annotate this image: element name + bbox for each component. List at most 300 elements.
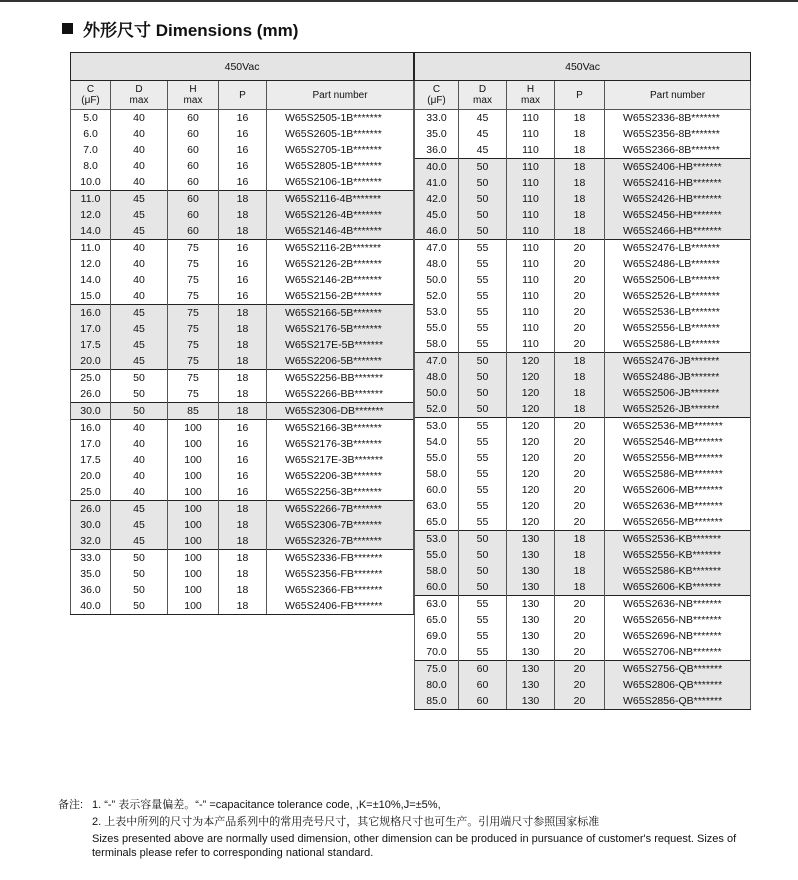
- cell-part-number: W65S2256-3B*******: [267, 484, 414, 501]
- cell-height: 100: [168, 582, 219, 598]
- table-row: [415, 693, 751, 710]
- table-row: [71, 174, 414, 191]
- dimensions-table-left: [70, 52, 414, 615]
- cell-part-number: W65S2586-KB*******: [605, 563, 751, 579]
- cell-part-number: W65S217E-3B*******: [267, 452, 414, 468]
- cell-part-number: W65S2705-1B*******: [267, 142, 414, 158]
- cell-part-number: W65S2605-1B*******: [267, 126, 414, 142]
- cell-pitch: 16: [219, 436, 267, 452]
- cell-pitch: 18: [219, 191, 267, 208]
- cell-diameter: 45: [111, 501, 168, 518]
- table-row: [415, 661, 751, 678]
- table-row: [71, 582, 414, 598]
- cell-pitch: 20: [555, 450, 605, 466]
- cell-capacitance: 6.0: [71, 126, 111, 142]
- col-part-number: Part number: [605, 81, 751, 110]
- table-row: [71, 223, 414, 240]
- cell-height: 130: [507, 644, 555, 661]
- cell-part-number: W65S2756-QB*******: [605, 661, 751, 678]
- cell-part-number: W65S2156-2B*******: [267, 288, 414, 305]
- cell-height: 120: [507, 434, 555, 450]
- cell-capacitance: 20.0: [71, 353, 111, 370]
- cell-capacitance: 8.0: [71, 158, 111, 174]
- cell-capacitance: 65.0: [415, 612, 459, 628]
- cell-part-number: W65S2106-1B*******: [267, 174, 414, 191]
- cell-diameter: 50: [111, 370, 168, 387]
- table-row: [415, 677, 751, 693]
- cell-height: 120: [507, 385, 555, 401]
- cell-diameter: 50: [459, 175, 507, 191]
- cell-capacitance: 35.0: [415, 126, 459, 142]
- cell-capacitance: 15.0: [71, 288, 111, 305]
- cell-diameter: 40: [111, 158, 168, 174]
- cell-diameter: 40: [111, 420, 168, 437]
- cell-part-number: W65S2146-2B*******: [267, 272, 414, 288]
- cell-pitch: 18: [219, 353, 267, 370]
- cell-height: 100: [168, 436, 219, 452]
- cell-pitch: 20: [555, 628, 605, 644]
- cell-capacitance: 14.0: [71, 272, 111, 288]
- cell-part-number: W65S2506-LB*******: [605, 272, 751, 288]
- cell-diameter: 55: [459, 320, 507, 336]
- cell-height: 75: [168, 337, 219, 353]
- cell-capacitance: 60.0: [415, 482, 459, 498]
- cell-height: 75: [168, 240, 219, 257]
- notes-label: 备注:: [58, 799, 84, 811]
- cell-diameter: 45: [111, 305, 168, 322]
- cell-diameter: 40: [111, 288, 168, 305]
- cell-capacitance: 36.0: [71, 582, 111, 598]
- cell-capacitance: 70.0: [415, 644, 459, 661]
- cell-pitch: 18: [555, 531, 605, 548]
- cell-height: 110: [507, 256, 555, 272]
- cell-height: 110: [507, 272, 555, 288]
- cell-part-number: W65S2636-MB*******: [605, 498, 751, 514]
- cell-capacitance: 42.0: [415, 191, 459, 207]
- cell-part-number: W65S2206-3B*******: [267, 468, 414, 484]
- cell-part-number: W65S2656-MB*******: [605, 514, 751, 531]
- cell-height: 100: [168, 566, 219, 582]
- table-row: [71, 126, 414, 142]
- cell-pitch: 18: [219, 501, 267, 518]
- cell-capacitance: 26.0: [71, 501, 111, 518]
- col-height: H max: [168, 81, 219, 110]
- cell-capacitance: 80.0: [415, 677, 459, 693]
- cell-height: 75: [168, 272, 219, 288]
- cell-diameter: 55: [459, 612, 507, 628]
- cell-diameter: 55: [459, 336, 507, 353]
- cell-height: 100: [168, 517, 219, 533]
- cell-pitch: 18: [219, 386, 267, 403]
- cell-capacitance: 50.0: [415, 272, 459, 288]
- cell-capacitance: 5.0: [71, 110, 111, 127]
- table-row: [415, 596, 751, 613]
- cell-height: 120: [507, 418, 555, 435]
- cell-part-number: W65S2806-QB*******: [605, 677, 751, 693]
- cell-capacitance: 69.0: [415, 628, 459, 644]
- table-row: [415, 547, 751, 563]
- table-row: [415, 240, 751, 257]
- table-row: [71, 484, 414, 501]
- col-part-number: Part number: [267, 81, 414, 110]
- cell-pitch: 18: [219, 403, 267, 420]
- notes: [58, 797, 758, 860]
- cell-part-number: W65S2536-LB*******: [605, 304, 751, 320]
- table-row: [71, 288, 414, 305]
- cell-capacitance: 12.0: [71, 256, 111, 272]
- cell-height: 120: [507, 401, 555, 418]
- table-row: [415, 466, 751, 482]
- table-row: [415, 369, 751, 385]
- cell-capacitance: 53.0: [415, 531, 459, 548]
- table-row: [415, 418, 751, 435]
- cell-pitch: 20: [555, 661, 605, 678]
- cell-capacitance: 41.0: [415, 175, 459, 191]
- cell-height: 60: [168, 110, 219, 127]
- cell-diameter: 40: [111, 468, 168, 484]
- table-row: [71, 370, 414, 387]
- cell-part-number: W65S2656-NB*******: [605, 612, 751, 628]
- table-row: [71, 452, 414, 468]
- cell-part-number: W65S2536-KB*******: [605, 531, 751, 548]
- cell-pitch: 18: [219, 598, 267, 615]
- cell-pitch: 20: [555, 434, 605, 450]
- cell-height: 110: [507, 223, 555, 240]
- cell-capacitance: 40.0: [415, 159, 459, 176]
- cell-capacitance: 25.0: [71, 370, 111, 387]
- cell-diameter: 40: [111, 436, 168, 452]
- cell-diameter: 45: [459, 126, 507, 142]
- cell-pitch: 20: [555, 498, 605, 514]
- cell-height: 100: [168, 468, 219, 484]
- cell-pitch: 18: [555, 207, 605, 223]
- cell-height: 120: [507, 514, 555, 531]
- cell-height: 100: [168, 501, 219, 518]
- cell-pitch: 20: [555, 612, 605, 628]
- cell-part-number: W65S2176-5B*******: [267, 321, 414, 337]
- note-3: Sizes presented above are normally used dimension, other dimension can be produced in pursuance of customer's request. Sizes of terminals please refer to corresponding national standard.: [92, 833, 737, 859]
- cell-pitch: 20: [555, 482, 605, 498]
- col-pitch: P: [555, 81, 605, 110]
- table-body: [71, 110, 414, 615]
- cell-capacitance: 65.0: [415, 514, 459, 531]
- cell-pitch: 20: [555, 304, 605, 320]
- cell-pitch: 20: [555, 272, 605, 288]
- cell-capacitance: 14.0: [71, 223, 111, 240]
- table-row: [415, 531, 751, 548]
- cell-height: 75: [168, 321, 219, 337]
- cell-diameter: 45: [111, 321, 168, 337]
- cell-part-number: W65S2505-1B*******: [267, 110, 414, 127]
- table-row: [71, 468, 414, 484]
- cell-pitch: 18: [219, 370, 267, 387]
- cell-pitch: 20: [555, 596, 605, 613]
- cell-height: 130: [507, 661, 555, 678]
- cell-pitch: 20: [555, 240, 605, 257]
- cell-height: 60: [168, 207, 219, 223]
- cell-diameter: 40: [111, 452, 168, 468]
- cell-capacitance: 36.0: [415, 142, 459, 159]
- cell-pitch: 16: [219, 240, 267, 257]
- cell-diameter: 45: [111, 223, 168, 240]
- cell-height: 60: [168, 142, 219, 158]
- cell-pitch: 16: [219, 158, 267, 174]
- cell-part-number: W65S2805-1B*******: [267, 158, 414, 174]
- cell-height: 110: [507, 240, 555, 257]
- cell-pitch: 20: [555, 320, 605, 336]
- cell-height: 75: [168, 370, 219, 387]
- cell-part-number: W65S2176-3B*******: [267, 436, 414, 452]
- cell-height: 60: [168, 223, 219, 240]
- cell-height: 120: [507, 482, 555, 498]
- cell-diameter: 45: [111, 533, 168, 550]
- cell-capacitance: 55.0: [415, 547, 459, 563]
- cell-diameter: 45: [459, 110, 507, 127]
- cell-diameter: 40: [111, 484, 168, 501]
- cell-height: 100: [168, 550, 219, 567]
- cell-height: 110: [507, 304, 555, 320]
- cell-part-number: W65S2166-3B*******: [267, 420, 414, 437]
- cell-capacitance: 20.0: [71, 468, 111, 484]
- cell-height: 130: [507, 579, 555, 596]
- cell-capacitance: 7.0: [71, 142, 111, 158]
- col-capacitance: C (μF): [71, 81, 111, 110]
- table-row: [71, 386, 414, 403]
- table-row: [71, 420, 414, 437]
- cell-diameter: 45: [111, 207, 168, 223]
- cell-diameter: 40: [111, 110, 168, 127]
- cell-height: 60: [168, 158, 219, 174]
- table-row: [415, 142, 751, 159]
- cell-capacitance: 46.0: [415, 223, 459, 240]
- cell-diameter: 50: [111, 598, 168, 615]
- cell-pitch: 18: [219, 533, 267, 550]
- cell-part-number: W65S2366-FB*******: [267, 582, 414, 598]
- table-row: [71, 598, 414, 615]
- cell-capacitance: 58.0: [415, 563, 459, 579]
- cell-capacitance: 75.0: [415, 661, 459, 678]
- cell-height: 110: [507, 110, 555, 127]
- cell-part-number: W65S2166-5B*******: [267, 305, 414, 322]
- cell-part-number: W65S2556-KB*******: [605, 547, 751, 563]
- table-row: [71, 142, 414, 158]
- table-row: [71, 517, 414, 533]
- cell-capacitance: 17.5: [71, 337, 111, 353]
- cell-capacitance: 30.0: [71, 517, 111, 533]
- cell-pitch: 18: [555, 353, 605, 370]
- cell-capacitance: 25.0: [71, 484, 111, 501]
- cell-capacitance: 16.0: [71, 305, 111, 322]
- cell-diameter: 40: [111, 174, 168, 191]
- cell-part-number: W65S2116-4B*******: [267, 191, 414, 208]
- cell-capacitance: 16.0: [71, 420, 111, 437]
- cell-diameter: 45: [459, 142, 507, 159]
- cell-part-number: W65S2606-MB*******: [605, 482, 751, 498]
- voltage-header: 450Vac: [71, 53, 414, 81]
- cell-pitch: 20: [555, 644, 605, 661]
- table-row: [415, 159, 751, 176]
- table-row: [415, 628, 751, 644]
- cell-pitch: 20: [555, 693, 605, 710]
- table-row: [415, 353, 751, 370]
- cell-height: 120: [507, 450, 555, 466]
- cell-height: 75: [168, 386, 219, 403]
- col-diameter: D max: [459, 81, 507, 110]
- cell-part-number: W65S2606-KB*******: [605, 579, 751, 596]
- cell-part-number: W65S2696-NB*******: [605, 628, 751, 644]
- cell-capacitance: 58.0: [415, 466, 459, 482]
- cell-part-number: W65S2326-7B*******: [267, 533, 414, 550]
- cell-part-number: W65S2206-5B*******: [267, 353, 414, 370]
- cell-diameter: 55: [459, 498, 507, 514]
- table-row: [71, 191, 414, 208]
- cell-diameter: 45: [111, 337, 168, 353]
- cell-height: 110: [507, 320, 555, 336]
- table-row: [71, 305, 414, 322]
- table-row: [71, 240, 414, 257]
- cell-part-number: W65S2486-JB*******: [605, 369, 751, 385]
- cell-capacitance: 53.0: [415, 418, 459, 435]
- cell-diameter: 55: [459, 304, 507, 320]
- table-row: [415, 644, 751, 661]
- table-row: [415, 385, 751, 401]
- table-row: [415, 304, 751, 320]
- cell-diameter: 50: [459, 223, 507, 240]
- cell-capacitance: 85.0: [415, 693, 459, 710]
- table-row: [415, 110, 751, 127]
- top-rule: [0, 0, 798, 2]
- cell-height: 120: [507, 498, 555, 514]
- col-pitch: P: [219, 81, 267, 110]
- cell-pitch: 18: [555, 579, 605, 596]
- cell-pitch: 18: [555, 126, 605, 142]
- cell-capacitance: 17.0: [71, 321, 111, 337]
- cell-capacitance: 52.0: [415, 288, 459, 304]
- cell-pitch: 16: [219, 110, 267, 127]
- table-row: [415, 288, 751, 304]
- cell-height: 85: [168, 403, 219, 420]
- cell-height: 110: [507, 207, 555, 223]
- cell-capacitance: 54.0: [415, 434, 459, 450]
- cell-pitch: 18: [555, 401, 605, 418]
- cell-pitch: 18: [219, 517, 267, 533]
- table-row: [415, 563, 751, 579]
- cell-part-number: W65S2506-JB*******: [605, 385, 751, 401]
- table-row: [415, 272, 751, 288]
- cell-part-number: W65S2116-2B*******: [267, 240, 414, 257]
- cell-part-number: W65S2456-HB*******: [605, 207, 751, 223]
- cell-height: 130: [507, 563, 555, 579]
- table-row: [415, 498, 751, 514]
- note-2: 2. 上表中所列的尺寸为本产品系列中的常用壳号尺寸，其它规格尺寸也可生产。引用端尺寸参照国家标准: [92, 816, 600, 828]
- table-row: [415, 320, 751, 336]
- note-1: 1. “-” 表示容量偏差。“-” =capacitance tolerance code, ,K=±10%,J=±5%,: [92, 799, 441, 811]
- cell-diameter: 55: [459, 482, 507, 498]
- cell-height: 130: [507, 677, 555, 693]
- cell-diameter: 50: [459, 579, 507, 596]
- cell-pitch: 20: [555, 336, 605, 353]
- cell-diameter: 50: [459, 563, 507, 579]
- cell-diameter: 60: [459, 661, 507, 678]
- cell-diameter: 50: [111, 566, 168, 582]
- cell-diameter: 40: [111, 142, 168, 158]
- cell-part-number: W65S2476-LB*******: [605, 240, 751, 257]
- cell-capacitance: 50.0: [415, 385, 459, 401]
- cell-height: 60: [168, 174, 219, 191]
- table-row: [415, 223, 751, 240]
- cell-diameter: 50: [459, 353, 507, 370]
- cell-diameter: 50: [111, 386, 168, 403]
- cell-diameter: 60: [459, 693, 507, 710]
- cell-diameter: 45: [111, 517, 168, 533]
- table-row: [71, 436, 414, 452]
- cell-height: 130: [507, 693, 555, 710]
- cell-pitch: 18: [219, 321, 267, 337]
- cell-height: 130: [507, 596, 555, 613]
- table-row: [415, 450, 751, 466]
- cell-diameter: 55: [459, 514, 507, 531]
- cell-pitch: 16: [219, 288, 267, 305]
- table-body: [415, 110, 751, 710]
- cell-height: 120: [507, 466, 555, 482]
- cell-pitch: 18: [219, 566, 267, 582]
- cell-part-number: W65S2406-FB*******: [267, 598, 414, 615]
- cell-part-number: W65S2406-HB*******: [605, 159, 751, 176]
- cell-height: 75: [168, 256, 219, 272]
- cell-capacitance: 63.0: [415, 596, 459, 613]
- table-row: [415, 191, 751, 207]
- cell-capacitance: 17.5: [71, 452, 111, 468]
- table-row: [415, 434, 751, 450]
- table-row: [71, 207, 414, 223]
- cell-capacitance: 47.0: [415, 240, 459, 257]
- cell-part-number: W65S2536-MB*******: [605, 418, 751, 435]
- cell-capacitance: 33.0: [415, 110, 459, 127]
- cell-part-number: W65S2356-8B*******: [605, 126, 751, 142]
- cell-pitch: 16: [219, 452, 267, 468]
- cell-diameter: 40: [111, 240, 168, 257]
- cell-pitch: 18: [219, 223, 267, 240]
- cell-pitch: 18: [555, 159, 605, 176]
- cell-height: 130: [507, 628, 555, 644]
- cell-capacitance: 45.0: [415, 207, 459, 223]
- cell-capacitance: 40.0: [71, 598, 111, 615]
- cell-capacitance: 48.0: [415, 256, 459, 272]
- cell-diameter: 40: [111, 272, 168, 288]
- cell-capacitance: 58.0: [415, 336, 459, 353]
- table-row: [415, 207, 751, 223]
- cell-diameter: 50: [459, 191, 507, 207]
- cell-capacitance: 10.0: [71, 174, 111, 191]
- cell-part-number: W65S2556-LB*******: [605, 320, 751, 336]
- cell-pitch: 16: [219, 256, 267, 272]
- cell-diameter: 45: [111, 191, 168, 208]
- cell-part-number: W65S2586-LB*******: [605, 336, 751, 353]
- cell-pitch: 16: [219, 468, 267, 484]
- cell-part-number: W65S2476-JB*******: [605, 353, 751, 370]
- cell-diameter: 50: [111, 582, 168, 598]
- cell-diameter: 40: [111, 126, 168, 142]
- cell-height: 110: [507, 142, 555, 159]
- cell-pitch: 18: [555, 223, 605, 240]
- cell-pitch: 18: [555, 142, 605, 159]
- cell-part-number: W65S2526-JB*******: [605, 401, 751, 418]
- cell-pitch: 20: [555, 256, 605, 272]
- cell-part-number: W65S217E-5B*******: [267, 337, 414, 353]
- table-row: [415, 579, 751, 596]
- cell-part-number: W65S2356-FB*******: [267, 566, 414, 582]
- cell-diameter: 50: [459, 369, 507, 385]
